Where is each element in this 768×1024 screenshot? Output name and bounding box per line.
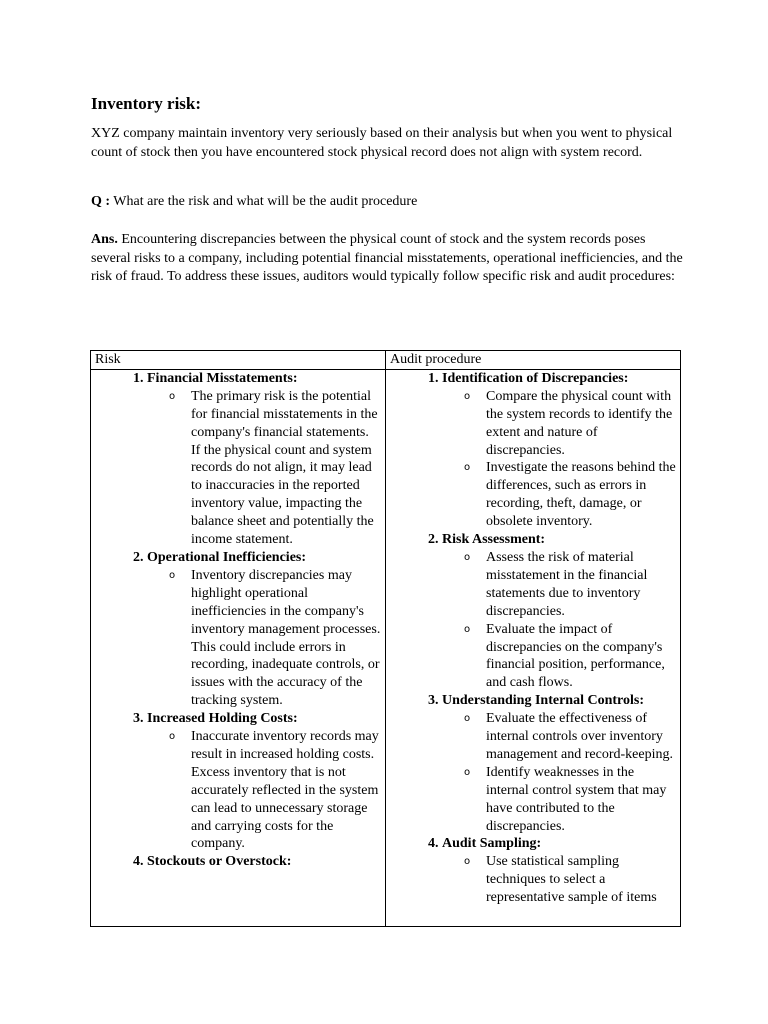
procedure-list (390, 370, 676, 907)
answer-paragraph (91, 231, 683, 287)
procedure-item (442, 835, 676, 907)
table-body-row (91, 369, 681, 926)
procedure-item (442, 531, 676, 692)
procedure-bullet: o Investigate the reasons behind the differences, such as errors in recording, theft, damage, or obsolete inventory. (486, 459, 676, 531)
procedure-item-title: Risk Assessment: (442, 532, 546, 548)
risk-bullet: o Inventory discrepancies may highlight operational inefficiencies in the company's inventory management processes. This could include errors in recording, inadequate controls, or issues with the accuracy of the tracking system. (191, 567, 381, 710)
procedure-bullet-list (442, 388, 676, 531)
question-text: What are the risk and what will be the audit procedure (110, 194, 418, 209)
procedure-bullet: o Use statistical sampling techniques to select a representative sample of items (486, 853, 676, 907)
risk-item (147, 710, 381, 853)
procedure-bullet: o Identify weaknesses in the internal control system that may have contributed to the discrepancies. (486, 764, 676, 836)
risk-cell (91, 369, 386, 926)
risk-procedure-table (90, 350, 681, 927)
procedure-bullet: o Assess the risk of material misstatement in the financial statements due to inventory discrepancies. (486, 549, 676, 621)
procedure-bullet: o Compare the physical count with the system records to identify the extent and nature of discrepancies. (486, 388, 676, 460)
answer-text: Encountering discrepancies between the physical count of stock and the system records poses several risks to a company, including potential financial misstatements, operational inefficiencies, and the risk of fraud. To address these issues, auditors would typically follow specific risk and audit procedures: (91, 232, 683, 284)
procedure-item-title: Identification of Discrepancies: (442, 370, 629, 386)
question-paragraph (91, 193, 683, 212)
risk-bullet: o Inaccurate inventory records may result in increased holding costs. Excess inventory that is not accurately reflected in the system can lead to unnecessary storage and carrying costs for the company. (191, 728, 381, 853)
page-title: Inventory risk: (91, 94, 202, 113)
risk-column-header: Risk (91, 351, 386, 370)
procedure-column-header: Audit procedure (386, 351, 681, 370)
procedure-bullet: o Evaluate the impact of discrepancies on the company's financial position, performance, and cash flows. (486, 621, 676, 693)
risk-bullet-list (147, 388, 381, 549)
procedure-cell (386, 369, 681, 926)
procedure-bullet-list (442, 549, 676, 692)
risk-item (147, 853, 381, 871)
procedure-bullet-list (442, 710, 676, 835)
risk-list (95, 370, 381, 871)
answer-label: Ans. (91, 232, 118, 247)
risk-item-title: Increased Holding Costs: (147, 711, 298, 727)
risk-item (147, 370, 381, 549)
risk-item (147, 549, 381, 710)
risk-bullet-list (147, 567, 381, 710)
risk-item-title: Stockouts or Overstock: (147, 854, 292, 870)
intro-paragraph: XYZ company maintain inventory very seriously based on their analysis but when you went to physical count of stock then you have encountered stock physical record does not align with system record. (91, 126, 673, 160)
table-header-row (91, 351, 681, 370)
procedure-item-title: Audit Sampling: (442, 836, 542, 852)
risk-bullet: o The primary risk is the potential for financial misstatements in the company's financial statements. If the physical count and system records do not align, it may lead to inaccuracies in the reported inventory value, impacting the balance sheet and potentially the income statement. (191, 388, 381, 549)
procedure-bullet: o Evaluate the effectiveness of internal controls over inventory management and record-keeping. (486, 710, 676, 764)
risk-bullet-list (147, 728, 381, 853)
risk-item-title: Operational Inefficiencies: (147, 549, 307, 565)
procedure-item-title: Understanding Internal Controls: (442, 693, 644, 709)
procedure-item (442, 370, 676, 531)
procedure-item (442, 692, 676, 835)
question-label: Q : (91, 194, 111, 209)
procedure-bullet-list (442, 853, 676, 907)
risk-item-title: Financial Misstatements: (147, 370, 298, 386)
